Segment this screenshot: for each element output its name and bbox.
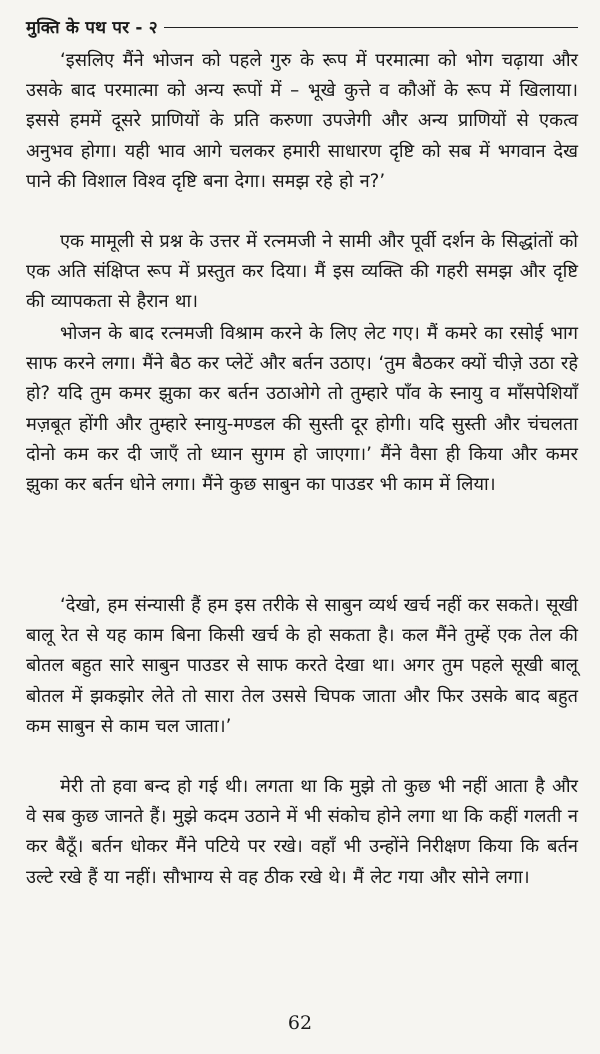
paragraph-5: मेरी तो हवा बन्द हो गई थी। लगता था कि मुझे तो कुछ भी नहीं आता है और वे सब कुछ जानते हैं। मुझे कदम उठाने में भी संकोच होने लगा था कि कहीं गलती न कर बैठूँ। बर्तन धोकर मैंने पटिये पर रखे। वहाँ भी उन्होंने निरीक्षण किया कि बर्तन उल्टे रखे हैं या नहीं। सौभाग्य से वह ठीक रखे थे। मैं लेट गया और सोने लगा। bbox=[26, 776, 578, 888]
paragraph-2: एक मामूली से प्रश्न के उत्तर में रत्नमजी ने सामी और पूर्वी दर्शन के सिद्धांतों को एक अति संक्षिप्त रूप में प्रस्तुत कर दिया। मैं इस व्यक्ति की गहरी समझ और दृष्टि की व्यापकता से हैरान था। bbox=[26, 231, 578, 313]
running-head: मुक्ति के पथ पर - २ bbox=[26, 17, 158, 38]
paragraph-3: भोजन के बाद रत्नमजी विश्राम करने के लिए लेट गए। मैं कमरे का रसोई भाग साफ करने लगा। मैंने बैठ कर प्लेटें और बर्तन उठाए। ‘तुम बैठकर क्यों चीज़े उठा रहे हो? यदि तुम कमर झुका कर बर्तन उठाओगे तो तुम्हारे पाँव के स्नायु व माँसपेशियाँ मज़बूत होंगी और तुम्हारे स्नायु-मण्डल की सुस्ती दूर होगी। यदि सुस्ती और चंचलता दोनो कम कर दी जाएँ तो ध्यान सुगम हो जाएगा।’ मैंने वैसा ही किया और कमर झुका कर बर्तन धोने लगा। मैंने कुछ साबुन का पाउडर भी काम में लिया। bbox=[26, 323, 578, 496]
page-number: 62 bbox=[287, 1012, 313, 1034]
paragraph-4: ‘देखो, हम संन्यासी हैं हम इस तरीके से साबुन व्यर्थ खर्च नहीं कर सकते। सूखी बालू रेत से यह काम बिना किसी खर्च के हो सकता है। कल मैंने तुम्हें एक तेल की बोतल बहुत सारे साबुन पाउडर से साफ करते देखा था। अगर तुम पहले सूखी बालू बोतल में झकझोर लेते तो सारा तेल उससे चिपक जाता और फिर उसके बाद बहुत कम साबुन से काम चल जाता।’ bbox=[26, 595, 578, 737]
header-rule bbox=[164, 27, 578, 28]
page-body bbox=[26, 46, 578, 953]
paragraph-1: ‘इसलिए मैंने भोजन को पहले गुरु के रूप में परमात्मा को भोग चढ़ाया और उसके बाद परमात्मा को अन्य रूपों में – भूखे कुत्ते व कौओं के रूप में खिलाया। इससे हममें दूसरे प्राणियों के प्रति करुणा उपजेगी और अन्य प्राणियों से एकत्व अनुभव होगा। यही भाव आगे चलकर हमारी साधारण दृष्टि को सब में भगवान देख पाने की विशाल विश्व दृष्टि बना देगा। समझ रहे हो न?’ bbox=[26, 50, 578, 192]
page-header bbox=[26, 14, 578, 38]
